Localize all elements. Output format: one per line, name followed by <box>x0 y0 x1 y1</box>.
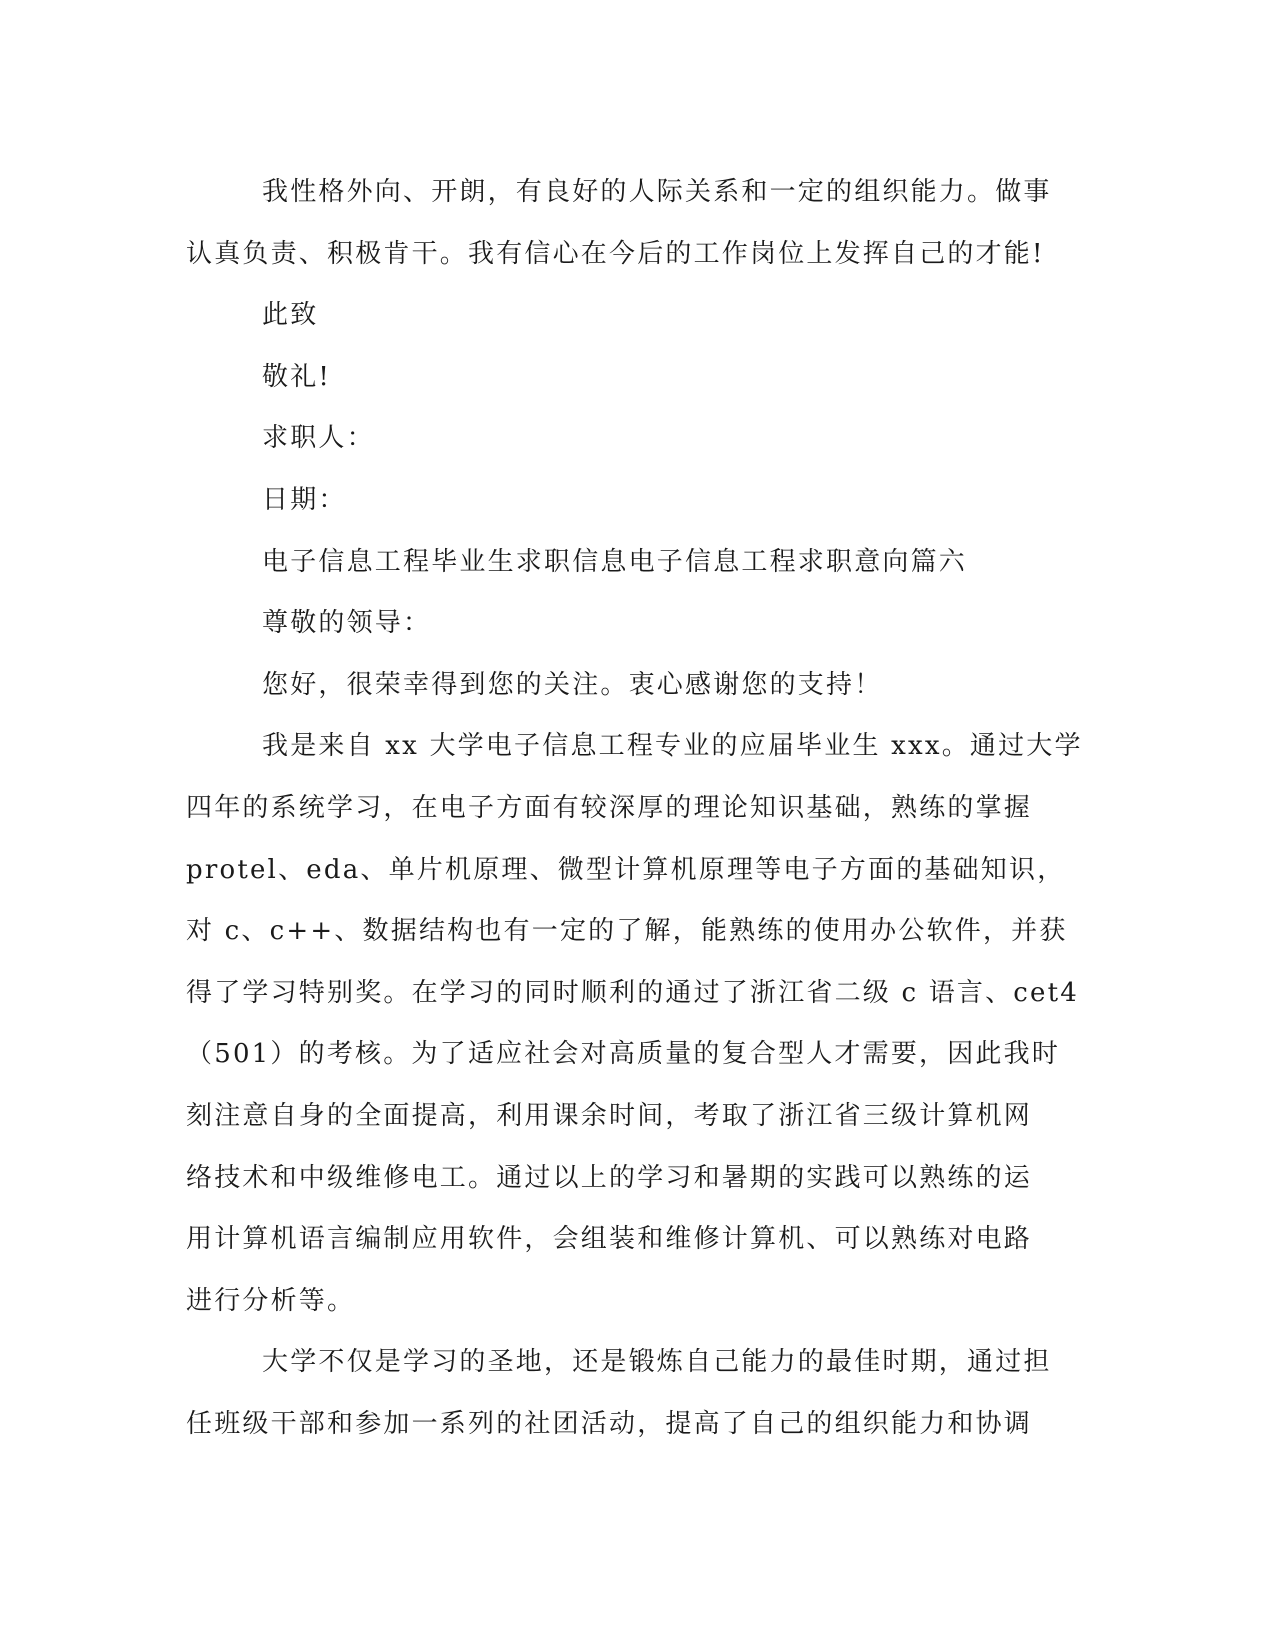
salutation-closing: 敬礼! <box>262 361 332 392</box>
paragraph-line: 四年的系统学习，在电子方面有较深厚的理论知识基础，熟练的掌握 <box>186 792 1033 823</box>
paragraph-line: 用计算机语言编制应用软件，会组装和维修计算机、可以熟练对电路 <box>186 1224 1033 1255</box>
document-body <box>186 162 1081 1455</box>
paragraph-line: 得了学习特别奖。在学习的同时顺利的通过了浙江省二级 c 语言、cet4 <box>186 977 1080 1008</box>
applicant-label: 求职人： <box>262 423 375 454</box>
paragraph-line: 我是来自 xx 大学电子信息工程专业的应届毕业生 xxx。通过大学 <box>262 731 1083 762</box>
paragraph-line: 任班级干部和参加一系列的社团活动，提高了自己的组织能力和协调 <box>186 1408 1033 1439</box>
date-label: 日期： <box>262 484 347 515</box>
paragraph-line: 络技术和中级维修电工。通过以上的学习和暑期的实践可以熟练的运 <box>186 1162 1033 1193</box>
paragraph-line: 对 c、c++、数据结构也有一定的了解，能熟练的使用办公软件，并获 <box>186 916 1068 947</box>
paragraph-line: 刻注意自身的全面提高，利用课余时间，考取了浙江省三级计算机网 <box>186 1100 1033 1131</box>
closing-phrase: 此致 <box>262 300 319 331</box>
section-title: 电子信息工程毕业生求职信息电子信息工程求职意向篇六 <box>262 546 968 577</box>
paragraph-line: 我性格外向、开朗，有良好的人际关系和一定的组织能力。做事 <box>262 177 1052 207</box>
paragraph-line: （501）的考核。为了适应社会对高质量的复合型人才需要，因此我时 <box>186 1039 1061 1070</box>
paragraph-line: 认真负责、积极肯干。我有信心在今后的工作岗位上发挥自己的才能! <box>186 238 1045 269</box>
paragraph-line: protel、eda、单片机原理、微型计算机原理等电子方面的基础知识， <box>186 854 1066 885</box>
paragraph-line: 大学不仅是学习的圣地，还是锻炼自己能力的最佳时期，通过担 <box>262 1347 1052 1378</box>
paragraph-line: 进行分析等。 <box>186 1285 356 1316</box>
greeting: 尊敬的领导： <box>262 608 432 639</box>
paragraph-line: 您好，很荣幸得到您的关注。衷心感谢您的支持！ <box>262 669 883 700</box>
